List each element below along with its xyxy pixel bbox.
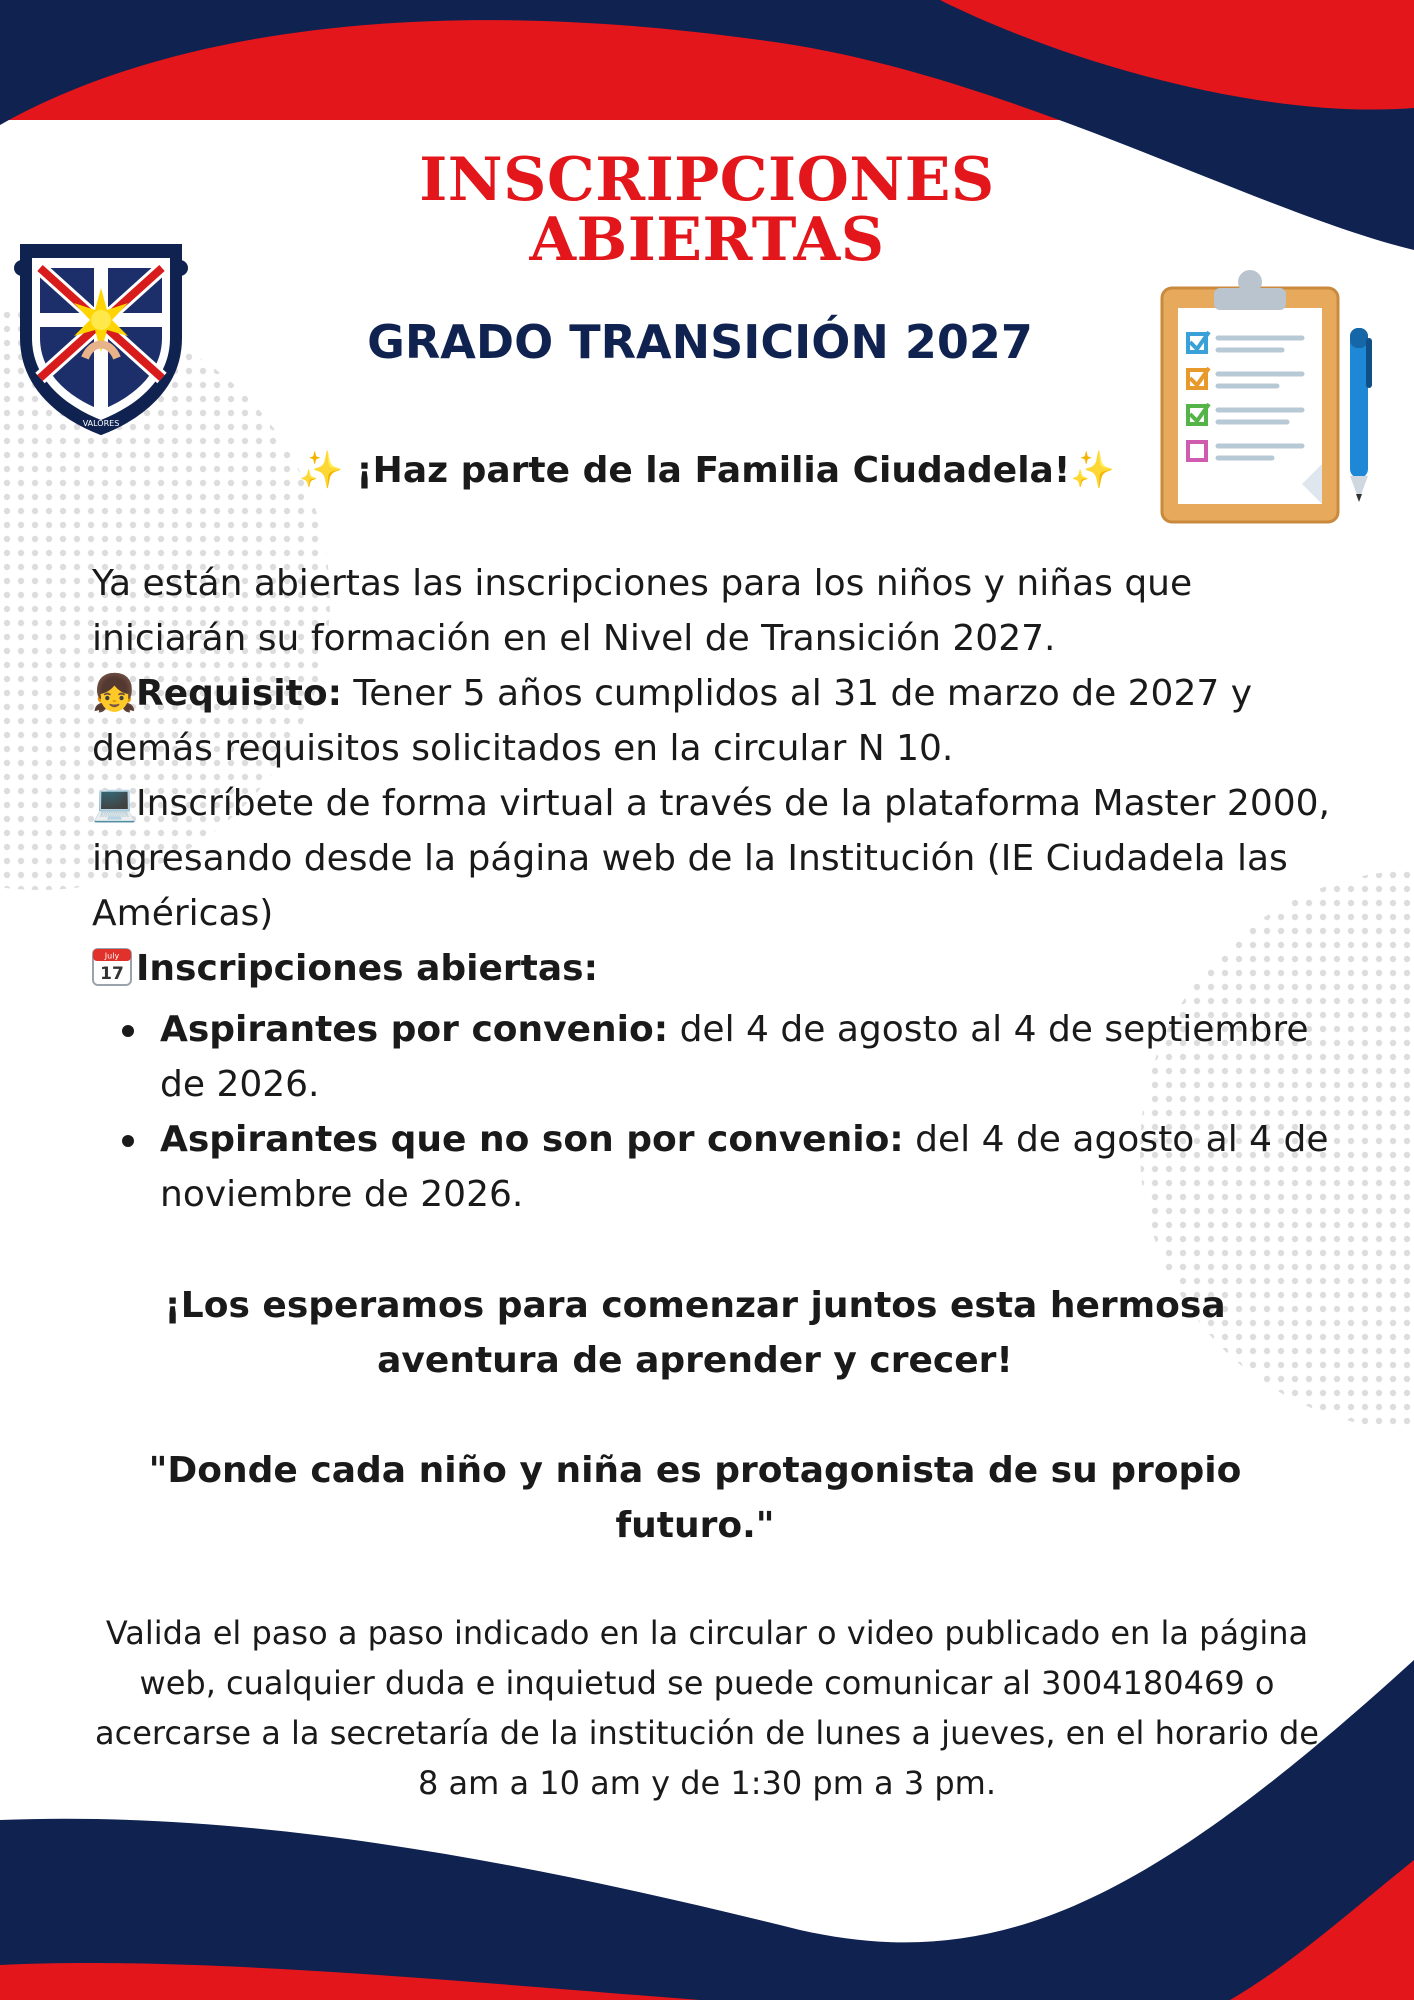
closing-message: ¡Los esperamos para comenzar juntos esta hermosa aventura de aprender y crecer!: [164, 1285, 1226, 1381]
list-item: [160, 1112, 1332, 1222]
calendar-month: July: [104, 951, 120, 961]
inscripciones-heading: [92, 941, 1332, 1002]
requisito-paragraph: [92, 666, 1332, 776]
svg-text:VALORES: VALORES: [82, 419, 120, 428]
tagline: [180, 446, 1234, 496]
calendar-icon: [92, 946, 136, 1002]
page-subtitle: GRADO TRANSICIÓN 2027: [367, 315, 1033, 369]
date-label: Aspirantes por convenio:: [160, 1009, 669, 1050]
title-line-2: ABIERTAS: [529, 205, 885, 275]
inscribete-paragraph: [92, 776, 1332, 941]
school-crest-logo: [10, 228, 192, 438]
pen-icon: [1350, 328, 1372, 502]
requisito-label: Requisito:: [136, 673, 342, 714]
sparkles-icon: ✨: [298, 450, 344, 491]
tagline-text: ¡Haz parte de la Familia Ciudadela!: [356, 450, 1071, 491]
footer-info: Valida el paso a paso indicado en la circular o video publicado en la página web, cualquier duda e inquietud se puede comunicar al 3004180469 o acercarse a la secretaría de la institución de lunes a jueves, en el horario de 8 am a 10 am y de 1:30 pm a 3 pm.: [95, 1614, 1319, 1802]
sparkles-icon: ✨: [1070, 450, 1116, 491]
title-line-1: INSCRIPCIONES: [419, 145, 995, 215]
inscribete-text: Inscríbete de forma virtual a través de la plataforma Master 2000, ingresando desde la página web de la Institución (IE Ciudadela las Américas): [92, 783, 1330, 934]
inscripciones-label: Inscripciones abiertas:: [136, 948, 598, 989]
laptop-icon: 💻: [92, 783, 137, 824]
quote: "Donde cada niño y niña es protagonista de su propio futuro.": [148, 1450, 1242, 1546]
body-content: [92, 556, 1332, 1222]
page-title: [300, 145, 1114, 275]
date-text: del 4 de agosto al 4 de noviembre de 2026.: [160, 1119, 1329, 1215]
calendar-day: 17: [100, 964, 124, 984]
date-text: del 4 de agosto al 4 de septiembre de 2026.: [160, 1009, 1309, 1105]
list-item: [160, 1002, 1332, 1112]
requisito-text: Tener 5 años cumplidos al 31 de marzo de 2027 y demás requisitos solicitados en la circular N 10.: [92, 673, 1253, 769]
date-label: Aspirantes que no son por convenio:: [160, 1119, 904, 1160]
girl-icon: 👧: [92, 673, 137, 714]
dates-list: [92, 1002, 1332, 1222]
intro-paragraph: Ya están abiertas las inscripciones para los niños y niñas que iniciarán su formación en el Nivel de Transición 2027.: [92, 563, 1193, 659]
